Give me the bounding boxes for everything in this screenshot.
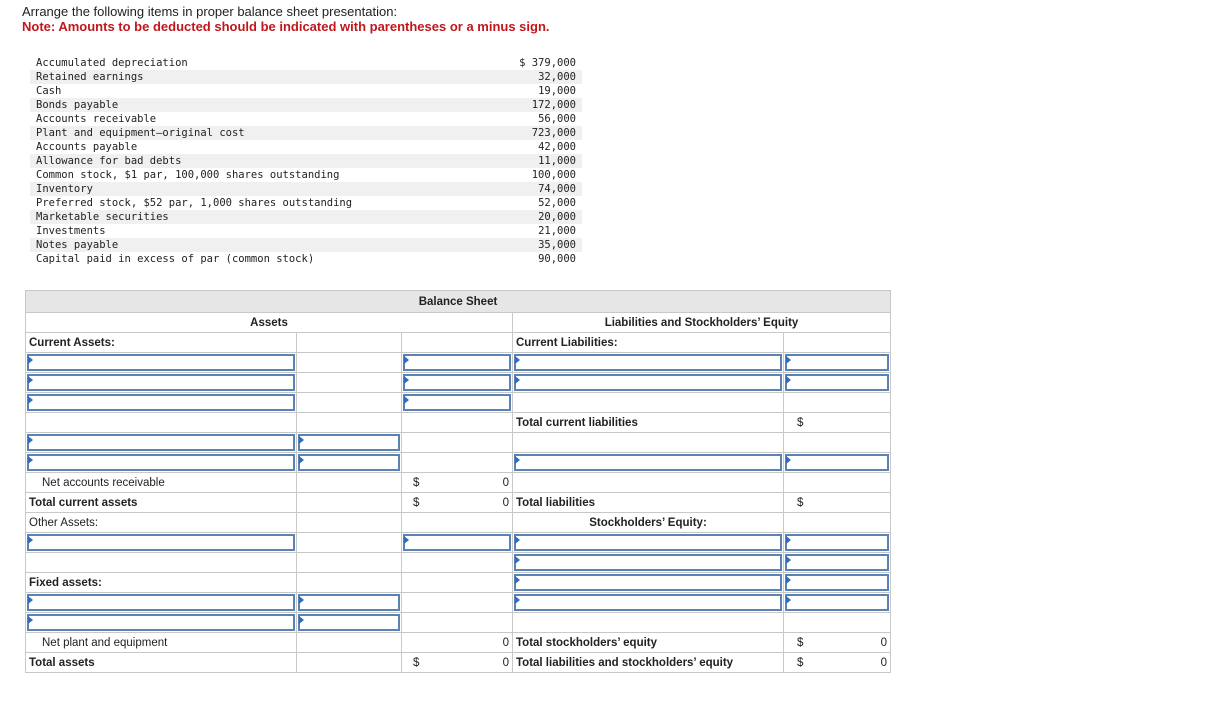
net-ar-label: Net accounts receivable	[26, 473, 297, 493]
instruction-note: Note: Amounts to be deducted should be indicated with parentheses or a minus sign.	[22, 19, 550, 34]
liability-dropdown[interactable]	[513, 453, 784, 473]
liability-dropdown[interactable]	[513, 373, 784, 393]
dropdown-arrow-icon	[299, 596, 304, 604]
equity-amount-input[interactable]	[784, 533, 891, 553]
assets-header: Assets	[26, 313, 513, 333]
list-item: Cash 19,000	[36, 85, 576, 97]
asset-amount-input[interactable]	[402, 533, 513, 553]
total-liab-se-value: $ 0	[784, 653, 891, 673]
dropdown-arrow-icon	[515, 376, 520, 384]
dropdown-arrow-icon	[515, 556, 520, 564]
other-assets-label: Other Assets:	[26, 513, 297, 533]
dropdown-arrow-icon	[28, 616, 33, 624]
equity-dropdown[interactable]	[513, 553, 784, 573]
liability-amount-input[interactable]	[784, 373, 891, 393]
stockholders-equity-label: Stockholders’ Equity:	[513, 513, 784, 533]
list-item: Retained earnings 32,000	[30, 70, 582, 84]
total-se-value: $ 0	[784, 633, 891, 653]
dropdown-arrow-icon	[404, 536, 409, 544]
total-assets-label: Total assets	[26, 653, 297, 673]
list-item: Accounts payable 42,000	[36, 141, 576, 153]
dropdown-arrow-icon	[28, 456, 33, 464]
list-item: Accounts receivable 56,000	[36, 113, 576, 125]
list-item: Preferred stock, $52 par, 1,000 shares outstanding 52,000	[36, 197, 576, 209]
liabilities-header: Liabilities and Stockholders’ Equity	[513, 313, 891, 333]
list-item: Common stock, $1 par, 100,000 shares outstanding 100,000	[36, 169, 576, 181]
asset-dropdown[interactable]	[26, 373, 297, 393]
liability-dropdown[interactable]	[513, 353, 784, 373]
net-plant-label: Net plant and equipment	[26, 633, 297, 653]
dropdown-arrow-icon	[299, 456, 304, 464]
dropdown-arrow-icon	[786, 356, 791, 364]
equity-amount-input[interactable]	[784, 573, 891, 593]
dropdown-arrow-icon	[786, 556, 791, 564]
dropdown-arrow-icon	[515, 576, 520, 584]
asset-dropdown[interactable]	[26, 393, 297, 413]
asset-dropdown[interactable]	[26, 613, 297, 633]
list-item: Plant and equipment—original cost 723,000	[30, 126, 582, 140]
asset-subamount-input[interactable]	[297, 613, 402, 633]
list-item: Inventory 74,000	[30, 182, 582, 196]
asset-dropdown[interactable]	[26, 433, 297, 453]
dropdown-arrow-icon	[515, 456, 520, 464]
dropdown-arrow-icon	[515, 536, 520, 544]
list-item: Bonds payable 172,000	[30, 98, 582, 112]
list-item: Accumulated depreciation $ 379,000	[36, 57, 576, 69]
dropdown-arrow-icon	[404, 396, 409, 404]
current-assets-label: Current Assets:	[26, 333, 297, 353]
total-current-assets-value: $ 0	[402, 493, 513, 513]
dropdown-arrow-icon	[515, 356, 520, 364]
equity-amount-input[interactable]	[784, 553, 891, 573]
dropdown-arrow-icon	[28, 536, 33, 544]
total-current-liabilities-label: Total current liabilities	[513, 413, 784, 433]
current-liabilities-label: Current Liabilities:	[513, 333, 784, 353]
dropdown-arrow-icon	[515, 596, 520, 604]
total-current-assets-label: Total current assets	[26, 493, 297, 513]
dropdown-arrow-icon	[28, 436, 33, 444]
total-liab-se-label: Total liabilities and stockholders’ equity	[513, 653, 784, 673]
list-item: Investments 21,000	[36, 225, 576, 237]
asset-dropdown[interactable]	[26, 533, 297, 553]
asset-dropdown[interactable]	[26, 453, 297, 473]
instruction-text: Arrange the following items in proper balance sheet presentation:	[22, 4, 398, 19]
dropdown-arrow-icon	[28, 356, 33, 364]
dropdown-arrow-icon	[786, 576, 791, 584]
equity-dropdown[interactable]	[513, 573, 784, 593]
total-se-label: Total stockholders’ equity	[513, 633, 784, 653]
asset-amount-input[interactable]	[402, 373, 513, 393]
net-ar-value: $ 0	[402, 473, 513, 493]
dropdown-arrow-icon	[786, 596, 791, 604]
equity-amount-input[interactable]	[784, 593, 891, 613]
equity-dropdown[interactable]	[513, 533, 784, 553]
total-current-liabilities-value: $	[784, 413, 891, 433]
dropdown-arrow-icon	[28, 396, 33, 404]
asset-subamount-input[interactable]	[297, 433, 402, 453]
asset-amount-input[interactable]	[402, 353, 513, 373]
sheet-title: Balance Sheet	[26, 291, 891, 313]
dropdown-arrow-icon	[299, 616, 304, 624]
liability-amount-input[interactable]	[784, 353, 891, 373]
dropdown-arrow-icon	[786, 456, 791, 464]
list-item: Notes payable 35,000	[30, 238, 582, 252]
asset-amount-input[interactable]	[402, 393, 513, 413]
dropdown-arrow-icon	[299, 436, 304, 444]
dropdown-arrow-icon	[28, 596, 33, 604]
balance-sheet	[25, 290, 891, 673]
asset-subamount-input[interactable]	[297, 453, 402, 473]
items-list	[30, 56, 582, 266]
liability-amount-input[interactable]	[784, 453, 891, 473]
dropdown-arrow-icon	[404, 376, 409, 384]
dropdown-arrow-icon	[786, 536, 791, 544]
total-liabilities-value: $	[784, 493, 891, 513]
list-item: Capital paid in excess of par (common stock) 90,000	[36, 253, 576, 265]
list-item: Allowance for bad debts 11,000	[30, 154, 582, 168]
total-liabilities-label: Total liabilities	[513, 493, 784, 513]
asset-subamount-input[interactable]	[297, 593, 402, 613]
asset-dropdown[interactable]	[26, 593, 297, 613]
equity-dropdown[interactable]	[513, 593, 784, 613]
dropdown-arrow-icon	[28, 376, 33, 384]
fixed-assets-label: Fixed assets:	[26, 573, 297, 593]
dropdown-arrow-icon	[786, 376, 791, 384]
net-plant-value: 0	[402, 633, 513, 653]
dropdown-arrow-icon	[404, 356, 409, 364]
total-assets-value: $ 0	[402, 653, 513, 673]
asset-dropdown[interactable]	[26, 353, 297, 373]
instructions	[22, 4, 550, 34]
list-item: Marketable securities 20,000	[30, 210, 582, 224]
